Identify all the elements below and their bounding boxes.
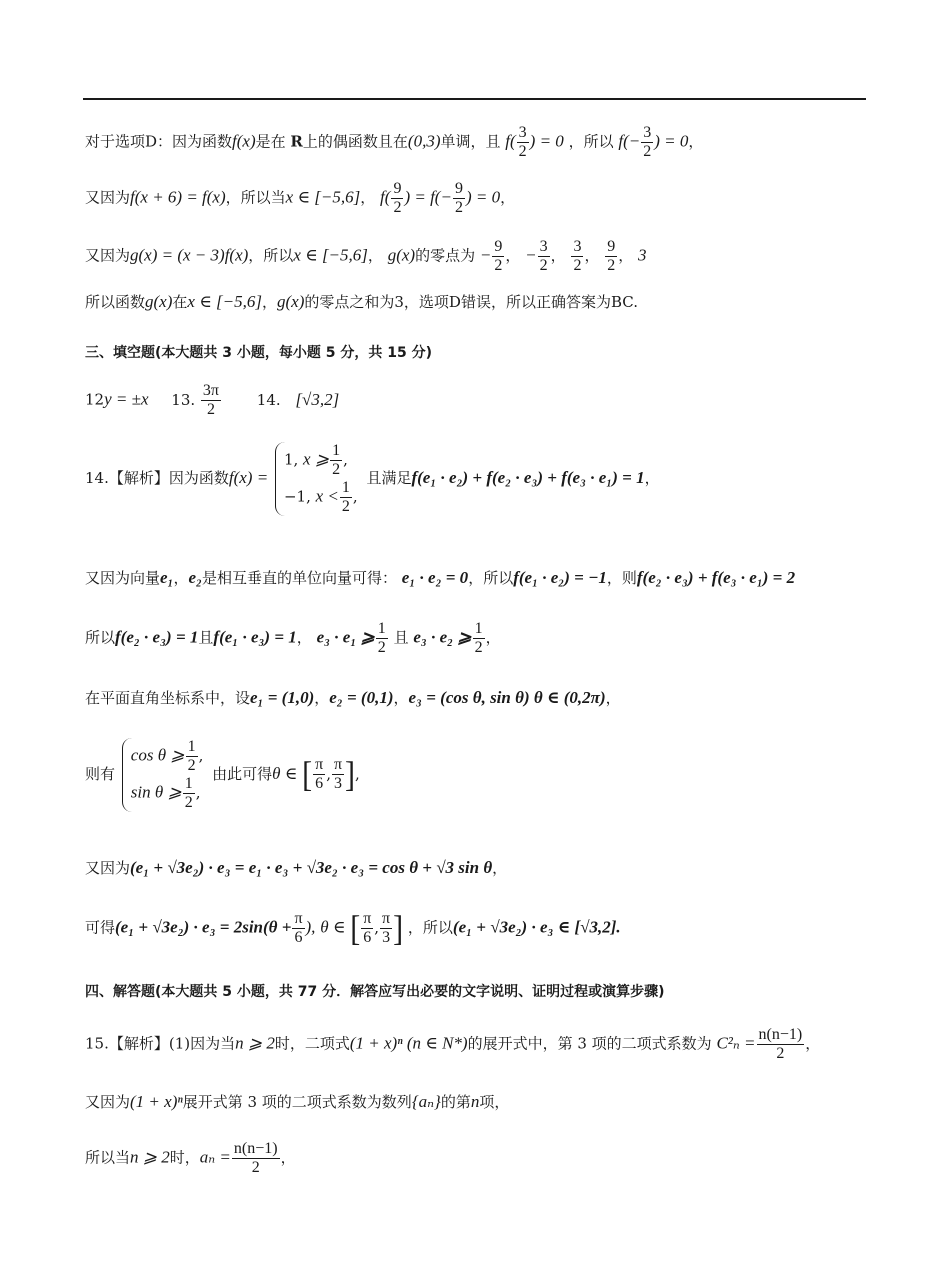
text-line-range: 可得(e₁ + √3e₂) · e₃ = 2sin(θ + $\frac{\pi}{6}$ ), θ ∈ [ $\frac{\pi}{6}$ , $\frac{\pi}{3}$ ] ，所以(e₁ + √3e₂) · e₃ ∈ [√3,2].: [85, 908, 621, 948]
text-line-periodic: 又因为f(x + 6) = f(x)，所以当x ∈ [−5,6]， f( $\frac{9}{2}$ ) = f(− $\frac{9}{2}$ ) = 0，: [85, 180, 516, 216]
fraction: $\frac{9}{2}$: [454, 180, 463, 216]
system-brace: cos θ ⩾ $\frac{1}{2}$ , sin θ ⩾ $\frac{1}{2}$ ,: [122, 738, 208, 812]
text-line-vectors: 又因为向量e₁，e₂是相互垂直的单位向量可得： e₁ · e₂ = 0，所以f(e₁ · e₂) = −1，则f(e₂ · e₃) + f(e₃ · e₁) = 2: [85, 568, 796, 587]
fraction: $\frac{9}{2}$: [494, 238, 503, 274]
fraction: $\frac{\pi}{6}$: [363, 910, 372, 946]
fraction: $\frac{3}{2}$: [539, 238, 548, 274]
piecewise-brace: 1, x ⩾ $\frac{1}{2}$ , −1, x < $\frac{1}{2}$ ,: [275, 442, 362, 516]
text-line-option-d: 对于选项D：因为函数f(x)是在 R上的偶函数且在(0,3)单调，且 f( $\frac{3}{2}$ ) = 0 ，所以 f(− $\frac{3}{2}$ ) = 0，: [85, 124, 704, 160]
text-line-therefore: 所以f(e₂ · e₃) = 1且f(e₁ · e₃) = 1， e₃ · e₁ ⩾ $\frac{1}{2}$ 且 e₃ · e₂ ⩾ $\frac{1}{2}$ ，: [85, 620, 501, 656]
fraction: $\frac{9}{2}$: [607, 238, 616, 274]
text-line-sequence: 又因为(1 + x)ⁿ展开式第 3 项的二项式系数为数列{aₙ}的第n项，: [85, 1092, 510, 1111]
fraction: $\frac{1}{2}$: [377, 620, 386, 656]
fraction: $\frac{\pi}{3}$: [382, 910, 391, 946]
text-line-system: 则有 cos θ ⩾ $\frac{1}{2}$ , sin θ ⩾ $\frac{1}{2}$ , 由此可得θ ∈ [ $\frac{\pi}{6}$ , $\frac{\pi}{3}$ ],: [85, 738, 360, 811]
fraction: $\frac{\pi}{6}$: [294, 910, 303, 946]
section-heading-fill-in: 三、填空题(本大题共 3 小题，每小题 5 分，共 15 分): [85, 345, 433, 361]
fraction: $\frac{3}{2}$: [518, 124, 527, 160]
text-line-zeros: 又因为g(x) = (x − 3)f(x)，所以x ∈ [−5,6]， g(x)的零点为 − $\frac{9}{2}$ ， − $\frac{3}{2}$ ， $\frac{3}{2}$ ， $\frac{9}{2}$ ， 3: [85, 238, 647, 274]
fraction: $\frac{3}{2}$: [573, 238, 582, 274]
fraction: $\frac{1}{2}$: [184, 774, 193, 811]
fraction: $\frac{1}{2}$: [187, 738, 196, 774]
text-line-piecewise: 14.【解析】因为函数f(x) = 1, x ⩾ $\frac{1}{2}$ , −1, x < $\frac{1}{2}$ , 且满足f(e₁ · e₂) + f(e₂ · e₃) + f(e₃ · e₁) = 1，: [85, 442, 660, 515]
fraction: $\frac{\pi}{6}$: [315, 756, 324, 793]
fraction: $\frac{3}{2}$: [643, 124, 652, 160]
fraction: $\frac{1}{2}$: [341, 478, 350, 515]
fraction: $\frac{1}{2}$: [474, 620, 483, 656]
text-line-an: 所以当n ⩾ 2时，aₙ = $\frac{n(n-1)}{2}$ ，: [85, 1140, 296, 1176]
fraction: $\frac{3\pi}{2}$: [202, 382, 219, 418]
header-rule: [83, 98, 866, 100]
text-line-problem-15: 15.【解析】(1)因为当n ⩾ 2时，二项式(1 + x)ⁿ (n ∈ N*)的展开式中，第 3 项的二项式系数为 C²ₙ = $\frac{n(n-1)}{2}$ ，: [85, 1026, 821, 1062]
fraction: $\frac{n(n-1)}{2}$: [233, 1140, 278, 1176]
text-line-conclusion: 所以函数g(x)在x ∈ [−5,6]，g(x)的零点之和为3，选项D错误，所以正确答案为BC.: [85, 292, 638, 311]
fraction: $\frac{\pi}{3}$: [333, 756, 343, 793]
fraction: $\frac{9}{2}$: [393, 180, 402, 216]
text-line-coordinates: 在平面直角坐标系中，设e₁ = (1,0)，e₂ = (0,1)，e₃ = (cos θ, sin θ) θ ∈ (0,2π)，: [85, 688, 621, 707]
text-line-dot-product: 又因为(e₁ + √3e₂) · e₃ = e₁ · e₃ + √3e₂ · e₃ = cos θ + √3 sin θ，: [85, 858, 508, 877]
fraction: $\frac{n(n-1)}{2}$: [758, 1026, 803, 1062]
answer-line: 12y = ±x 13. $\frac{3\pi}{2}$ 14. [√3,2]: [85, 382, 340, 418]
fraction: $\frac{1}{2}$: [332, 442, 341, 478]
section-heading-solutions: 四、解答题(本大题共 5 小题，共 77 分．解答应写出必要的文字说明、证明过程或演算步骤): [85, 984, 665, 1000]
